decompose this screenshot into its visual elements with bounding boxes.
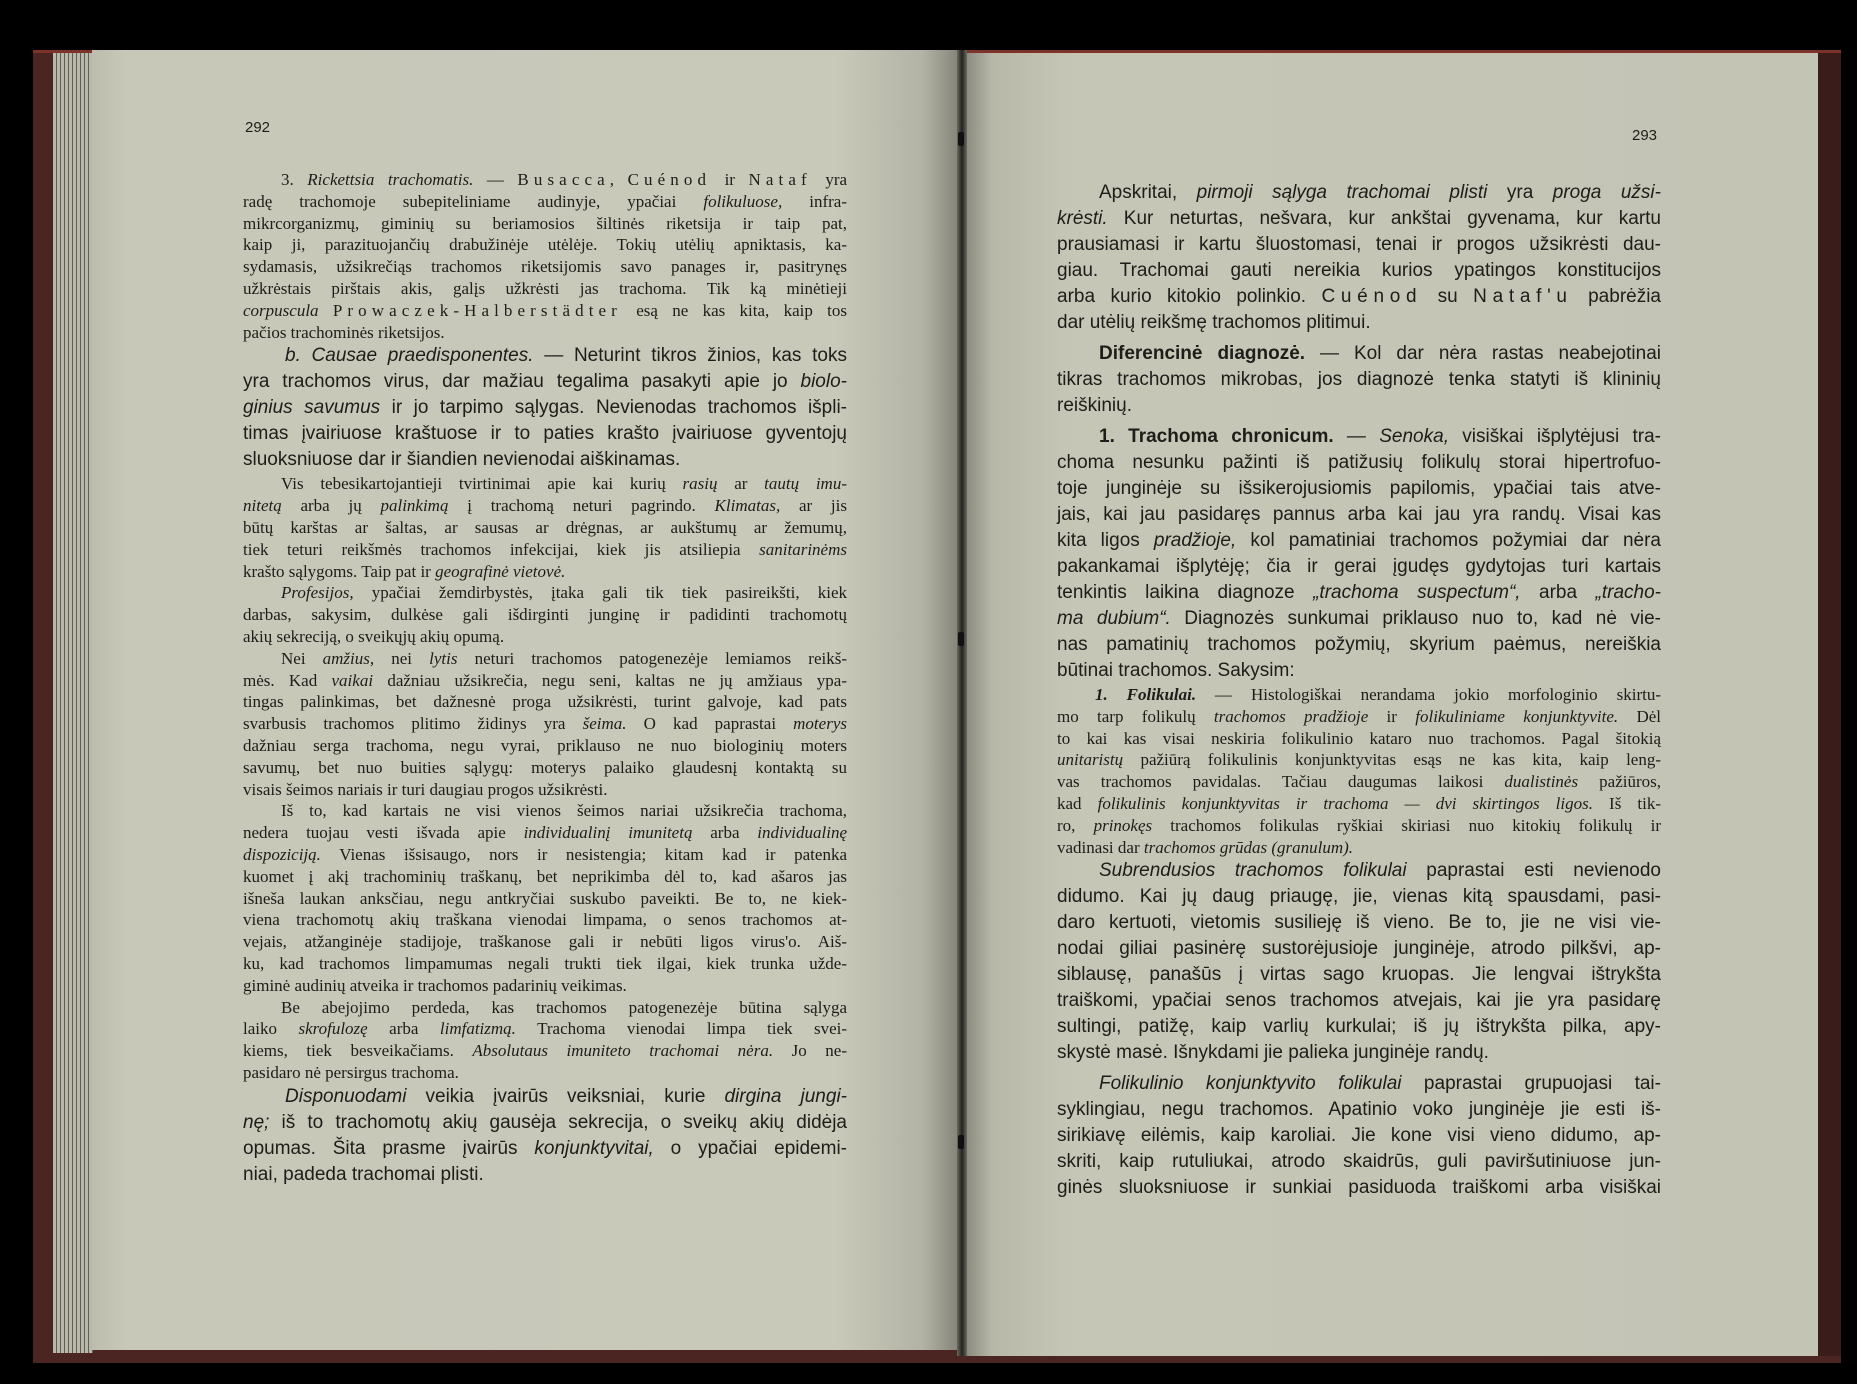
text-line bbox=[243, 447, 847, 473]
text-run: tikras trachomos mikrobas, jos diagnozė tenka statyti iš klininių bbox=[1057, 369, 1661, 390]
text-run: mo tarp folikulų bbox=[1057, 706, 1214, 726]
text-run: timas įvairiuose kraštuose ir to paties krašto įvairiuose gyventojų bbox=[243, 423, 847, 445]
book-gutter bbox=[957, 50, 967, 1356]
italic-text: Subrendusios trachomos folikulai bbox=[1099, 860, 1407, 882]
italic-text: unitaristų bbox=[1057, 750, 1124, 770]
text-run: veikia įvairūs veiksniai, kurie bbox=[406, 1085, 725, 1107]
text-run: būtų karštas ar šaltas, ar sausas ar drėgnas, ar aukštumų ar žemumų, bbox=[243, 517, 847, 537]
fine-print-paragraph bbox=[243, 648, 847, 801]
text-line bbox=[243, 822, 847, 844]
text-run: — bbox=[1333, 426, 1380, 447]
italic-text: pradžioje, bbox=[1153, 530, 1237, 551]
binding-stitch bbox=[958, 632, 964, 646]
text-line bbox=[1057, 728, 1661, 750]
text-run: yra bbox=[1487, 182, 1553, 203]
text-line bbox=[1057, 232, 1661, 258]
bold-italic-text: 1. Folikulai. bbox=[1095, 685, 1197, 704]
text-line bbox=[243, 395, 847, 421]
text-line bbox=[243, 234, 847, 256]
text-run: syklingiau, negu trachomos. Apatinio voko junginėje jie esti iš- bbox=[1057, 1099, 1661, 1121]
text-run: Vis tebesikartojantieji tvirtinimai apie kai kurių bbox=[281, 474, 683, 494]
text-run: vejais, atžanginėje stadijoje, traškanose gali ir nebūti ligos virus'o. Aiš- bbox=[243, 932, 847, 952]
italic-text: nę; bbox=[243, 1111, 270, 1133]
italic-text: trachomos grūdas (granulum). bbox=[1143, 837, 1354, 857]
text-run: giminė audinių atveika ir trachomos padarinių veikimas. bbox=[243, 975, 627, 995]
text-run: sydamasis, užsikrečiąs trachomos riketsijomis savo panages ir, pasitrynęs bbox=[243, 257, 847, 277]
text-run: išneša laukan anksčiau, negu antkryčiai suskubo paveikti. Be to, ne kiek- bbox=[243, 888, 847, 908]
text-run: arba kurio kitokio polinkio. bbox=[1057, 286, 1322, 307]
fine-print-paragraph bbox=[243, 800, 847, 996]
text-line bbox=[1057, 424, 1661, 450]
text-run: skriti, kaip rutuliukai, atrodo skaidrūs, guli paviršutiniuose jun- bbox=[1057, 1151, 1661, 1173]
text-line bbox=[243, 561, 847, 583]
text-block bbox=[1057, 180, 1661, 1201]
text-line bbox=[1057, 1097, 1661, 1123]
spaced-text: Nataf bbox=[748, 170, 812, 189]
italic-text: folikuluose, bbox=[703, 191, 783, 211]
text-run: kol pamatiniai trachomos požymiai dar nėra bbox=[1236, 530, 1661, 551]
spaced-text: Busacca bbox=[517, 170, 610, 189]
text-run: infra- bbox=[782, 191, 847, 211]
text-run: neturi trachomos patogenezėje lemiamos reikš- bbox=[457, 648, 847, 668]
italic-text: prinokęs bbox=[1093, 815, 1153, 835]
italic-text: Disponuodami bbox=[285, 1085, 407, 1107]
text-run: į trachomą neturi pagrindo. bbox=[448, 496, 715, 516]
text-run: akių sekreciją, o sveikųjų akių opumą. bbox=[243, 626, 505, 646]
text-line bbox=[243, 1084, 847, 1110]
italic-text: ma dubium“. bbox=[1057, 608, 1171, 629]
text-run: yra trachomos virus, dar mažiau tegalima pasakyti apie jo bbox=[243, 371, 801, 393]
text-run: svarbusis trachomos plitimo židinys yra bbox=[243, 714, 583, 734]
italic-text: b. Causae praedisponentes. bbox=[285, 345, 534, 367]
text-run: nas pamatinių trachomos požymių, skyrium paėmus, nereiškia bbox=[1057, 634, 1661, 655]
fine-print-paragraph bbox=[243, 169, 847, 343]
text-line bbox=[1057, 1040, 1661, 1066]
text-line bbox=[243, 670, 847, 692]
text-run: Iš tik- bbox=[1592, 793, 1661, 813]
italic-text: dualistinės bbox=[1504, 772, 1579, 792]
text-line bbox=[243, 953, 847, 975]
text-run: esą ne kas kita, kaip tos bbox=[621, 300, 847, 320]
text-line bbox=[1057, 606, 1661, 632]
text-line bbox=[1057, 858, 1661, 884]
text-run: visiškai išplytėjusi tra- bbox=[1448, 426, 1661, 447]
text-line bbox=[243, 517, 847, 539]
text-run: traiškomi, ypačiai senos trachomos atvejais, kai jie yra pasidarę bbox=[1057, 990, 1661, 1012]
text-line bbox=[1057, 393, 1661, 419]
text-run: arba bbox=[367, 1019, 440, 1039]
text-run: ku, kad trachomos limpamumas negali trukti tiek ilgai, kiek trunka užde- bbox=[243, 953, 847, 973]
italic-text: corpuscula bbox=[243, 300, 319, 320]
text-run: ir bbox=[1368, 706, 1416, 726]
text-line bbox=[243, 844, 847, 866]
italic-text: tautų imu- bbox=[764, 474, 847, 494]
text-line bbox=[243, 997, 847, 1019]
italic-text: šeima. bbox=[582, 714, 627, 734]
bold-text: Diferencinė diagnozė. bbox=[1099, 343, 1306, 364]
text-line bbox=[1057, 528, 1661, 554]
text-run: ginės sluoksniuose ir sunkiai pasiduoda traiškomi arba visiškai bbox=[1057, 1177, 1661, 1199]
text-run: 3. bbox=[281, 170, 308, 189]
paragraph bbox=[1057, 1071, 1661, 1201]
paragraph bbox=[1057, 341, 1661, 419]
text-line bbox=[1057, 658, 1661, 684]
text-run: tenkintis laikina diagnoze bbox=[1057, 582, 1314, 603]
text-run: toje junginėje su išsikerojusiomis papilomis, ypačiai tais atve- bbox=[1057, 478, 1661, 499]
text-block bbox=[243, 169, 847, 1188]
text-line bbox=[1057, 341, 1661, 367]
italic-text: lytis bbox=[429, 648, 458, 668]
text-run: paprastai grupuojasi tai- bbox=[1401, 1073, 1661, 1095]
text-line bbox=[243, 888, 847, 910]
italic-text: Absolutaus imuniteto trachomai nėra. bbox=[472, 1041, 774, 1061]
text-line bbox=[1057, 936, 1661, 962]
italic-text: amžius, bbox=[322, 648, 375, 668]
text-run: prausiamasi ir kartu šluostomasi, tenai ir progos užsikrėsti dau- bbox=[1057, 234, 1661, 255]
text-run: reiškinių. bbox=[1057, 395, 1132, 416]
text-run: dažniau užsikrečia, negu seni, kaltas ne jų amžiaus ypa- bbox=[373, 670, 847, 690]
text-run: darbas, sakysim, dulkėse gali išdirginti junginę ir padidinti trachomotų bbox=[243, 605, 847, 625]
text-run: giau. Trachomai gauti nereikia kurios ypatingos konstitucijos bbox=[1057, 260, 1661, 281]
text-line bbox=[243, 421, 847, 447]
italic-text: Folikulinio konjunktyvito folikulai bbox=[1099, 1073, 1402, 1095]
italic-text: palinkimą bbox=[380, 496, 449, 516]
text-run: choma nesunku pažinti iš patižusių folikulų storai hipertrofuo- bbox=[1057, 452, 1661, 473]
text-run: krašto sąlygoms. Taip pat ir bbox=[243, 561, 436, 581]
text-run: nodai giliai pasinėrę sustorėjusioje junginėje, atrodo pilkšvi, ap- bbox=[1057, 938, 1661, 960]
text-line bbox=[1057, 684, 1661, 706]
text-line bbox=[243, 278, 847, 300]
text-run: sluoksniuose dar ir šiandien nevienodai aiškinamas. bbox=[243, 449, 681, 471]
text-line bbox=[1057, 1014, 1661, 1040]
text-line bbox=[243, 866, 847, 888]
text-run: — Neturint tikros žinios, kas toks bbox=[533, 345, 847, 367]
text-line bbox=[243, 169, 847, 191]
text-run: daro kertuoti, vietomis susilieję iš vieno. Be to, jie ne visi vie- bbox=[1057, 912, 1661, 934]
italic-text: „trachoma suspectum“, bbox=[1313, 582, 1521, 603]
text-line bbox=[1057, 749, 1661, 771]
text-line bbox=[243, 735, 847, 757]
text-line bbox=[243, 648, 847, 670]
text-run: sirikiavę eilėmis, kaip karoliai. Jie kone visi vieno didumo, ap- bbox=[1057, 1125, 1661, 1147]
text-line bbox=[243, 539, 847, 561]
spaced-text: Cuénod bbox=[1321, 286, 1423, 307]
text-line bbox=[243, 300, 847, 322]
spaced-text: Nataf'u bbox=[1473, 286, 1573, 307]
text-line bbox=[1057, 837, 1661, 859]
text-line bbox=[1057, 580, 1661, 606]
italic-text: skrofulozę bbox=[298, 1019, 368, 1039]
text-line bbox=[1057, 284, 1661, 310]
text-line bbox=[1057, 502, 1661, 528]
text-run: Jo ne- bbox=[773, 1041, 848, 1061]
text-run: savumų, bet nuo buities sąlygų: moterys palaiko glaudesnį kontaktą su bbox=[243, 757, 847, 777]
text-run: pažiūrą folikulinis konjunktyvitas esąs ne kas kita, kaip leng- bbox=[1123, 750, 1661, 770]
text-run: kaip ji, parazituojančių drabužinėje utėlėje. Tokių utėlių apniktasis, ka- bbox=[243, 235, 847, 255]
text-line bbox=[1057, 1071, 1661, 1097]
text-run: dar utėlių reikšmę trachomos plitimui. bbox=[1057, 312, 1371, 333]
italic-text: Klimatas, bbox=[714, 496, 781, 516]
text-run: dažniau serga trachoma, negu vyrai, priklauso ne nuo biologinių moters bbox=[243, 735, 847, 755]
italic-text: Profesijos, bbox=[281, 583, 354, 603]
text-run: mikrcorganizmų, giminių su beriamosios šiltinės riketsija ir taip pat, bbox=[243, 213, 847, 233]
italic-text: trachomos pradžioje bbox=[1213, 706, 1369, 726]
text-run: kiems, tiek besveikačiams. bbox=[243, 1041, 473, 1061]
page-number: 292 bbox=[245, 119, 271, 136]
italic-text: dispoziciją. bbox=[243, 844, 321, 864]
text-run: tiek teturi reikšmės trachomos infekcijai, kiek jis atsiliepia bbox=[243, 539, 760, 559]
left-page bbox=[92, 50, 957, 1350]
italic-text: individualinę bbox=[757, 823, 847, 843]
binding-stitch bbox=[958, 1135, 964, 1149]
fine-print-paragraph bbox=[1057, 684, 1661, 858]
text-line bbox=[1057, 793, 1661, 815]
italic-text: limfatizmą. bbox=[439, 1019, 516, 1039]
paragraph bbox=[243, 1084, 847, 1188]
text-line bbox=[1057, 450, 1661, 476]
italic-text: geografinė vietovė. bbox=[435, 561, 566, 581]
text-line bbox=[243, 582, 847, 604]
text-run: kita ligos bbox=[1057, 530, 1154, 551]
text-run: arba jų bbox=[281, 496, 381, 516]
text-run: pabrėžia bbox=[1572, 286, 1661, 307]
spaced-text: Cuénod bbox=[627, 170, 712, 189]
text-line bbox=[1057, 1123, 1661, 1149]
text-line bbox=[1057, 988, 1661, 1014]
paragraph bbox=[1057, 424, 1661, 684]
text-run: to kai kas visai neskiria folikulinio kataro nuo trachomos. Pagal šitokią bbox=[1057, 728, 1661, 748]
text-line bbox=[1057, 367, 1661, 393]
fine-print-paragraph bbox=[243, 997, 847, 1084]
text-run: vas trachomos pavidalas. Tačiau daugumas laikosi bbox=[1057, 772, 1505, 792]
text-line bbox=[243, 975, 847, 997]
italic-text: proga užsi- bbox=[1552, 182, 1661, 203]
text-line bbox=[243, 1136, 847, 1162]
text-run: o ypačiai epidemi- bbox=[653, 1137, 847, 1159]
italic-text: pirmoji sąlyga trachomai plisti bbox=[1196, 182, 1488, 203]
text-run: kuomet į akį trachominių traškanų, bet neprikimba dėl to, kad ašaros jas bbox=[243, 866, 847, 886]
text-run: ypačiai žemdirbystės, įtaka gali tik tiek pasireikšti, kiek bbox=[353, 583, 847, 603]
italic-text: sanitarinėms bbox=[759, 539, 847, 559]
text-run: arba bbox=[692, 823, 758, 843]
fine-print-paragraph bbox=[243, 582, 847, 647]
text-line bbox=[243, 1040, 847, 1062]
italic-text: biolo- bbox=[800, 371, 847, 393]
text-run: siblausę, panašūs į virtas sago kruopas. Jie lengvai ištrykšta bbox=[1057, 964, 1661, 986]
text-line bbox=[243, 473, 847, 495]
text-run: niai, padeda trachomai plisti. bbox=[243, 1163, 484, 1185]
italic-text: Senoka, bbox=[1379, 426, 1449, 447]
text-run: radę trachomoje subepiteliniame audinyje, ypačiai bbox=[243, 191, 704, 211]
cover-edge bbox=[1818, 53, 1841, 1356]
text-run: nei bbox=[374, 648, 430, 668]
page-number: 293 bbox=[1632, 127, 1658, 144]
fine-print-paragraph bbox=[243, 473, 847, 582]
text-run: O kad paprastai bbox=[626, 714, 794, 734]
paragraph bbox=[243, 343, 847, 473]
text-run: visais šeimos nariais ir turi daugiau progos užsikrėsti. bbox=[243, 779, 608, 799]
text-run: arba bbox=[1520, 582, 1596, 603]
text-run: Iš to, kad kartais ne visi vienos šeimos nariai užsikrečia trachoma, bbox=[281, 801, 847, 821]
text-line bbox=[243, 800, 847, 822]
text-line bbox=[243, 1062, 847, 1084]
italic-text: individualinį imunitetą bbox=[523, 823, 693, 843]
text-line bbox=[243, 1162, 847, 1188]
text-run: Diagnozės sunkumai priklauso nuo to, kad nė vie- bbox=[1170, 608, 1661, 629]
text-run: Trachoma vienodai limpa tiek svei- bbox=[515, 1019, 847, 1039]
text-run: pakankamai išplytėję; čia ir gerai įgudęs gydytojas turi kartais bbox=[1057, 556, 1661, 577]
text-line bbox=[1057, 258, 1661, 284]
italic-text: konjunktyvitai, bbox=[534, 1137, 654, 1159]
text-line bbox=[1057, 771, 1661, 793]
text-run: pačios trachominės riketsijos. bbox=[243, 322, 445, 342]
text-run: Vienas išsisaugo, nors ir nesistengia; kitam kad ir patenka bbox=[320, 844, 847, 864]
text-line bbox=[243, 626, 847, 648]
text-run: tingas palinkimas, bet dažnesnė proga užsikrėsti, turint galvoje, kad pats bbox=[243, 692, 847, 712]
text-line bbox=[243, 213, 847, 235]
text-line bbox=[1057, 884, 1661, 910]
text-line bbox=[243, 931, 847, 953]
text-run: trachomos folikulas ryškiai skiriasi nuo kitokių folikulų ir bbox=[1152, 815, 1661, 835]
binding-stitch bbox=[958, 132, 964, 146]
text-run: yra bbox=[811, 170, 848, 189]
italic-text: moterys bbox=[793, 714, 847, 734]
text-line bbox=[243, 1110, 847, 1136]
paragraph bbox=[1057, 180, 1661, 336]
text-run: paprastai esti nevienodo bbox=[1406, 860, 1662, 882]
right-page bbox=[967, 53, 1818, 1356]
text-run: Dėl bbox=[1618, 706, 1661, 726]
italic-text: folikuliniame konjunktyvite. bbox=[1415, 706, 1619, 726]
text-run: ro, bbox=[1057, 815, 1094, 835]
italic-text: „tracho- bbox=[1595, 582, 1662, 603]
text-run: nedera tuojau vesti išvada apie bbox=[243, 823, 524, 843]
text-run: — Kol dar nėra rastas neabejotinai bbox=[1305, 343, 1662, 364]
text-run: Nei bbox=[281, 648, 323, 668]
text-run: skystė masė. Išnykdami jie palieka junginėje randų. bbox=[1057, 1042, 1489, 1064]
text-line bbox=[243, 369, 847, 395]
text-run: opumas. Šita prasme įvairūs bbox=[243, 1137, 535, 1159]
text-line bbox=[243, 757, 847, 779]
text-line bbox=[243, 604, 847, 626]
italic-text: vaikai bbox=[331, 670, 374, 690]
text-line bbox=[243, 322, 847, 344]
text-line bbox=[1057, 206, 1661, 232]
text-run: jais, kai jau pasidaręs pannus arba kai jau yra randų. Visai kas bbox=[1057, 504, 1661, 525]
text-run: vadinasi dar bbox=[1057, 837, 1144, 857]
text-line bbox=[243, 495, 847, 517]
text-line bbox=[1057, 1149, 1661, 1175]
text-run: užkrėstais pirštais akis, galįs užkrėsti jas trachoma. Tik ką minėtieji bbox=[243, 278, 847, 298]
italic-text: folikulinis konjunktyvitas ir trachoma — dvi skirtingos ligos. bbox=[1097, 793, 1593, 813]
text-line bbox=[1057, 962, 1661, 988]
text-line bbox=[1057, 910, 1661, 936]
text-run: ir bbox=[711, 170, 749, 189]
bold-text: 1. Trachoma chronicum. bbox=[1099, 426, 1334, 447]
page-edges bbox=[53, 53, 93, 1353]
text-run: ar bbox=[717, 474, 765, 494]
text-run: kad bbox=[1057, 793, 1098, 813]
italic-text: dirgina jungi- bbox=[724, 1085, 847, 1107]
text-run: sultingi, patižę, kaip varlių kurkulai; iš jų ištrykšta pilka, apy- bbox=[1057, 1016, 1661, 1038]
text-line bbox=[243, 779, 847, 801]
italic-text: ginius savumus bbox=[243, 397, 381, 419]
text-run: — bbox=[473, 170, 518, 189]
italic-text: nitetą bbox=[243, 496, 282, 516]
italic-text: krėsti. bbox=[1057, 208, 1108, 229]
text-run: iš to trachomotų akių gausėja sekrecija, o sveikų akių didėja bbox=[269, 1111, 847, 1133]
text-line bbox=[1057, 1175, 1661, 1201]
text-line bbox=[1057, 476, 1661, 502]
text-line bbox=[243, 256, 847, 278]
text-line bbox=[1057, 180, 1661, 206]
text-line bbox=[1057, 554, 1661, 580]
text-run: viena trachomotų akių traškana vienodai limpama, o senos trachomos at- bbox=[243, 910, 847, 930]
text-run: mės. Kad bbox=[243, 670, 332, 690]
text-line bbox=[1057, 632, 1661, 658]
text-line bbox=[1057, 706, 1661, 728]
text-line bbox=[1057, 310, 1661, 336]
text-run: Be abejojimo perdeda, kas trachomos patogenezėje būtina sąlyga bbox=[281, 997, 847, 1017]
text-run: ir jo tarpimo sąlygas. Nevienodas trachomos išpli- bbox=[380, 397, 847, 419]
text-line bbox=[243, 343, 847, 369]
text-run: , bbox=[609, 170, 628, 189]
text-run: būtinai trachomos. Sakysim: bbox=[1057, 660, 1295, 681]
text-line bbox=[243, 1018, 847, 1040]
text-run: pasidaro nė persirgus trachoma. bbox=[243, 1062, 459, 1082]
text-run: pažiūros, bbox=[1578, 772, 1661, 792]
text-run: didumo. Kai jų daug priaugę, jie, vienas kitą spausdami, pasi- bbox=[1057, 886, 1661, 908]
text-run: ar jis bbox=[780, 496, 847, 516]
text-run: — Histologiškai nerandama jokio morfologinio skirtu- bbox=[1196, 685, 1662, 704]
text-run: laiko bbox=[243, 1019, 299, 1039]
text-line bbox=[243, 191, 847, 213]
text-run bbox=[319, 301, 333, 320]
text-line bbox=[243, 909, 847, 931]
text-line bbox=[243, 691, 847, 713]
text-line bbox=[1057, 815, 1661, 837]
italic-text: Rickettsia trachomatis. bbox=[307, 170, 474, 189]
paragraph bbox=[1057, 858, 1661, 1066]
spaced-text: Prowaczek-Halberstädter bbox=[332, 300, 622, 320]
italic-text: rasių bbox=[682, 474, 718, 494]
text-line bbox=[243, 713, 847, 735]
text-run: su bbox=[1422, 286, 1474, 307]
text-run: Kur neturtas, nešvara, kur ankštai gyvenama, kur kartu bbox=[1107, 208, 1661, 229]
text-run: Apskritai, bbox=[1099, 182, 1197, 203]
